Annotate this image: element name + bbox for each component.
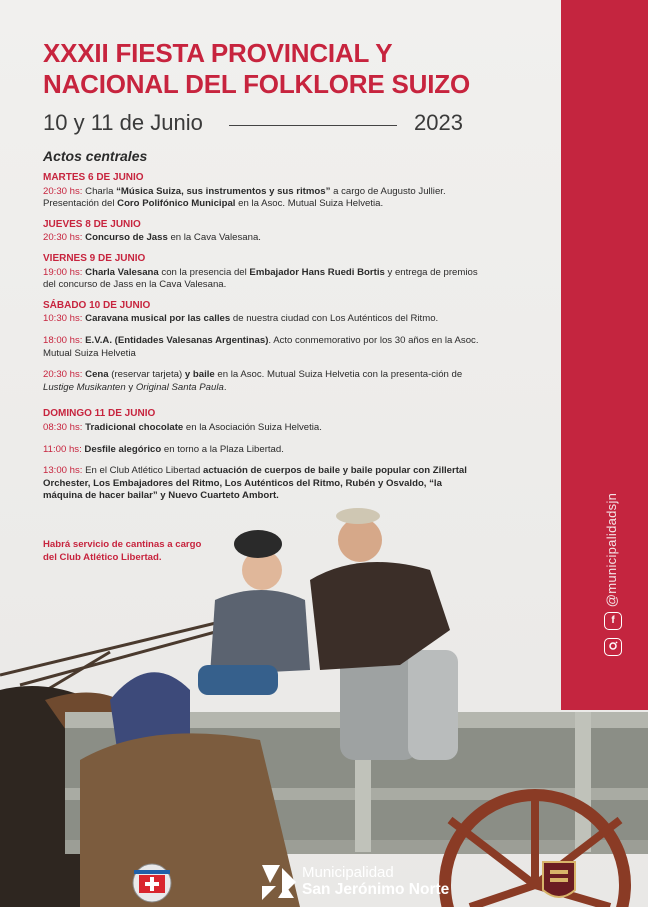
event-text: y [125,381,136,393]
event-text: y entrega de premios del concurso de Jass en la Cava Valesana. [43,266,478,291]
photo-wagon-post [575,712,591,852]
photo-boy-pants [198,665,278,695]
festival-photo [0,500,648,907]
event-martes-1 [43,186,483,211]
day-heading-martes: MARTES 6 DE JUNIO [43,172,144,183]
municipality-name [302,864,449,898]
event-text-bold: “Música Suiza, sus instrumentos y sus ritmos” [116,185,331,197]
municipality-line-2: San Jerónimo Norte [302,881,450,898]
event-sabado-2 [43,335,483,360]
event-time: 20:30 hs: [43,185,83,197]
event-time: 08:30 hs: [43,421,83,433]
day-heading-sabado: SÁBADO 10 DE JUNIO [43,299,151,311]
event-time: 19:00 hs: [43,266,83,278]
poster-title [43,38,470,100]
event-domingo-3 [43,465,483,503]
photo-man-face [338,518,382,562]
event-text: . Acto conmemorativo por los 30 años en la Asoc. Mutual Suiza Helvetia [43,334,479,359]
event-text: en la Asoc. Mutual Suiza Helvetia. [235,198,384,210]
event-text: en torno a la Plaza Libertad. [161,443,284,455]
event-sabado-3 [43,369,483,394]
event-time: 20:30 hs: [43,232,83,244]
municipality-logo [262,865,296,900]
event-text-bold: Cena [82,369,109,381]
event-text: En el Club Atlético Libertad [82,465,204,477]
swiss-association-logo [133,864,171,902]
event-text-bold: Caravana musical por las calles [82,313,231,325]
photo-man-cap [336,508,380,524]
event-viernes-1 [43,267,483,292]
event-text-bold: Embajador Hans Ruedi Bortis [249,266,385,278]
event-text: (reservar tarjeta) [108,369,185,381]
photo-boy-sweater [210,590,310,675]
event-text-italic: Original Santa Paula [135,381,224,393]
event-jueves-1 [43,232,483,245]
day-heading-domingo: DOMINGO 11 DE JUNIO [43,408,156,420]
day-heading-jueves: JUEVES 8 DE JUNIO [43,218,141,230]
municipality-line-1: Municipalidad [302,864,394,881]
event-text-bold: y baile [184,369,215,381]
event-text: en la Asociación Suiza Helvetia. [183,421,322,433]
event-text-bold: E.V.A. (Entidades Valesanas Argentinas) [82,334,269,346]
facebook-icon: f [604,612,622,630]
event-text: con la presencia del [158,266,250,278]
dates-days: 10 y 11 de Junio [43,110,203,135]
event-text: . [223,381,227,393]
club-shield-logo [543,862,575,897]
event-text-bold: actuación de cuerpos de baile y baile popular con Zillertal Orchester, Los Embajadores del Ritmo, Los Auténticos del Ritmo, Rubén y Osvaldo, “la máquina de hacer bailar” y Nuevo Cuarteto Ambort. [43,465,467,502]
event-text-bold: Coro Polifónico Municipal [117,198,236,210]
event-time: 20:30 hs: [43,369,83,381]
event-text-bold: Desfile alegórico [81,443,162,455]
event-time: 10:30 hs: [43,313,83,325]
section-subtitle: Actos centrales [43,148,148,164]
event-text-italic: Lustige Musikanten [43,381,126,393]
canteen-note-line-2: del Club Atlético Libertad. [43,552,162,563]
event-domingo-2 [43,444,483,457]
event-text: de nuestra ciudad con Los Auténticos del Ritmo. [230,313,439,325]
event-domingo-1 [43,422,483,435]
event-time: 11:00 hs: [43,443,82,455]
photo-boy-cap [234,530,282,558]
event-text: en la Asoc. Mutual Suiza Helvetia con la presenta-ción de [214,369,463,381]
title-line-2: NACIONAL DEL FOLKLORE SUIZO [43,69,470,99]
title-line-1: XXXII FIESTA PROVINCIAL Y [43,38,393,68]
event-time: 13:00 hs: [43,465,83,477]
event-text: en la Cava Valesana. [167,232,261,244]
dates-divider [229,125,397,126]
event-text: a cargo de Augusto Jullier. Presentación del [43,185,446,210]
event-text-bold: Concurso de Jass [82,232,168,244]
event-text: Charla [82,185,117,197]
dates-year: 2023 [414,110,463,135]
event-text-bold: Charla Valesana [82,266,159,278]
photo-milk-can [408,650,458,760]
event-time: 18:00 hs: [43,334,83,346]
canteen-note-line-1: Habrá servicio de cantinas a cargo [43,539,202,550]
event-text-bold: Tradicional chocolate [82,421,184,433]
festival-dates [43,110,463,140]
program-schedule [43,172,483,503]
social-handle: @municipalidadsjn [604,492,619,608]
day-heading-viernes: VIERNES 9 DE JUNIO [43,252,146,264]
event-sabado-1 [43,313,483,326]
